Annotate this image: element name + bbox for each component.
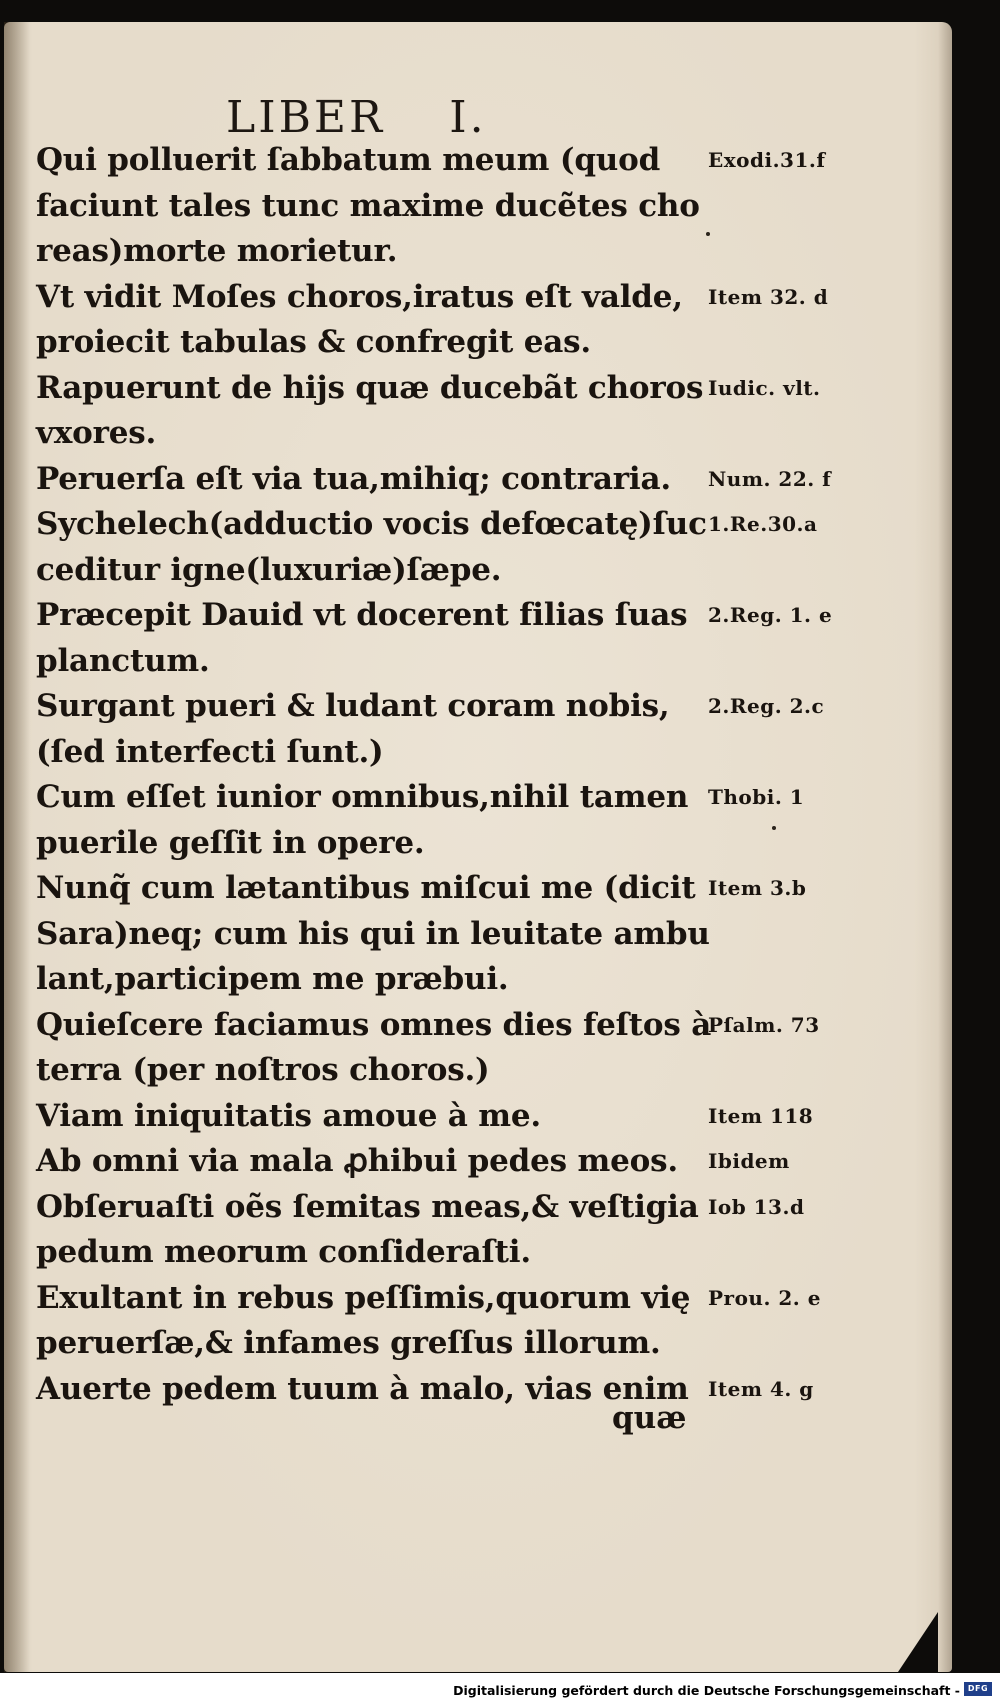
line-text: Sara)neq; cum his qui in leuitate ambu bbox=[36, 915, 710, 952]
text-line bbox=[36, 593, 936, 639]
margin-reference: Pſalm. 73 bbox=[708, 1012, 820, 1037]
text-line bbox=[36, 138, 936, 184]
ink-speck bbox=[706, 232, 710, 236]
line-text: Cum eſſet iunior omnibus,nihil tamen bbox=[36, 779, 689, 815]
text-line bbox=[36, 366, 936, 412]
running-head bbox=[226, 92, 487, 143]
line-text: peruerſæ,& infames greſſus illorum. bbox=[36, 1325, 661, 1361]
line-text: ceditur igne(luxuriæ)ſæpe. bbox=[36, 551, 502, 588]
line-text: Quieſcere faciamus omnes dies feſtos à bbox=[36, 1006, 712, 1043]
text-line bbox=[36, 411, 936, 457]
text-line bbox=[36, 1367, 936, 1413]
margin-reference: Item 32. d bbox=[708, 284, 829, 309]
text-line bbox=[36, 548, 936, 594]
line-text: reas)morte morietur. bbox=[36, 233, 398, 269]
margin-reference: Exodi.31.f bbox=[708, 148, 826, 172]
text-line bbox=[36, 1276, 936, 1322]
line-text: faciunt tales tunc maxime ducẽtes cho bbox=[36, 187, 700, 224]
catchword: quæ bbox=[612, 1400, 687, 1436]
line-text: Qui polluerit ſabbatum meum (quod bbox=[36, 142, 661, 178]
margin-reference: Thobi. 1 bbox=[708, 785, 805, 809]
text-line bbox=[36, 1185, 936, 1231]
text-line bbox=[36, 730, 936, 776]
line-text: Ab omni via mala ꝓhibui pedes meos. bbox=[36, 1143, 678, 1179]
margin-reference: Item 3.b bbox=[708, 876, 807, 900]
torn-corner bbox=[898, 1612, 938, 1672]
text-line bbox=[36, 684, 936, 730]
text-line bbox=[36, 457, 936, 503]
binding-shadow bbox=[4, 22, 30, 1672]
line-text: terra (per noſtros choros.) bbox=[36, 1052, 490, 1088]
text-line bbox=[36, 184, 936, 230]
line-text: Sychelech(adductio vocis defœcatę)ſuc bbox=[36, 506, 707, 542]
text-line bbox=[36, 1048, 936, 1094]
text-line bbox=[36, 775, 936, 821]
text-line bbox=[36, 1321, 936, 1367]
line-text: puerile geſſit in opere. bbox=[36, 824, 425, 861]
line-text: Exultant in rebus peſſimis,quorum vię bbox=[36, 1279, 691, 1316]
footer-credit: Digitalisierung gefördert durch die Deutsche Forschungsgemeinschaft - bbox=[453, 1683, 960, 1698]
text-line bbox=[36, 275, 936, 321]
dfg-logo: DFG bbox=[964, 1682, 992, 1696]
margin-reference: Item 118 bbox=[708, 1103, 814, 1128]
margin-reference: Iudic. vlt. bbox=[708, 375, 821, 400]
line-text: pedum meorum conſideraſti. bbox=[36, 1234, 531, 1270]
text-line bbox=[36, 1003, 936, 1049]
footer-bar bbox=[0, 1673, 1000, 1703]
ink-speck bbox=[772, 826, 776, 830]
line-text: Obſeruaſti oẽs ſemitas meas,& veſtigia bbox=[36, 1188, 699, 1225]
line-text: planctum. bbox=[36, 642, 210, 679]
page-edge bbox=[938, 22, 952, 1672]
text-line bbox=[36, 912, 936, 958]
text-line bbox=[36, 639, 936, 685]
running-head-title: LIBER bbox=[226, 92, 386, 143]
margin-reference: Iob 13.d bbox=[708, 1194, 805, 1219]
running-head-folio: I. bbox=[449, 92, 487, 143]
margin-reference: 2.Reg. 1. e bbox=[708, 603, 833, 627]
line-text: Viam iniquitatis amoue à me. bbox=[36, 1097, 542, 1134]
text-line bbox=[36, 1230, 936, 1276]
line-text: vxores. bbox=[36, 415, 157, 451]
text-line bbox=[36, 320, 936, 366]
text-line bbox=[36, 957, 936, 1003]
text-line bbox=[36, 1094, 936, 1140]
text-line bbox=[36, 821, 936, 867]
line-text: (ſed interfecti ſunt.) bbox=[36, 733, 384, 770]
text-line bbox=[36, 1139, 936, 1185]
text-line bbox=[36, 502, 936, 548]
margin-reference: 2.Reg. 2.c bbox=[708, 694, 825, 718]
margin-reference: Ibidem bbox=[708, 1149, 790, 1173]
line-text: Nunq̃ cum lætantibus miſcui me (dicit bbox=[36, 870, 696, 906]
margin-reference: Prou. 2. e bbox=[708, 1285, 821, 1310]
text-line bbox=[36, 229, 936, 275]
text-block bbox=[36, 138, 936, 1412]
line-text: Auerte pedem tuum à malo, vias enim bbox=[36, 1370, 689, 1407]
line-text: Præcepit Dauid vt docerent filias ſuas bbox=[36, 597, 688, 633]
margin-reference: Num. 22. f bbox=[708, 466, 832, 491]
line-text: proiecit tabulas & confregit eas. bbox=[36, 324, 591, 360]
line-text: lant,participem me præbui. bbox=[36, 961, 509, 997]
line-text: Rapuerunt de hijs quæ ducebãt choros bbox=[36, 369, 704, 406]
text-line bbox=[36, 866, 936, 912]
line-text: Vt vidit Moſes choros,iratus eſt valde, bbox=[36, 278, 683, 315]
line-text: Surgant pueri & ludant coram nobis, bbox=[36, 688, 670, 724]
margin-reference: Item 4. g bbox=[708, 1376, 814, 1401]
margin-reference: 1.Re.30.a bbox=[708, 512, 818, 536]
line-text: Peruerſa eſt via tua,mihiq; contraria. bbox=[36, 460, 671, 497]
